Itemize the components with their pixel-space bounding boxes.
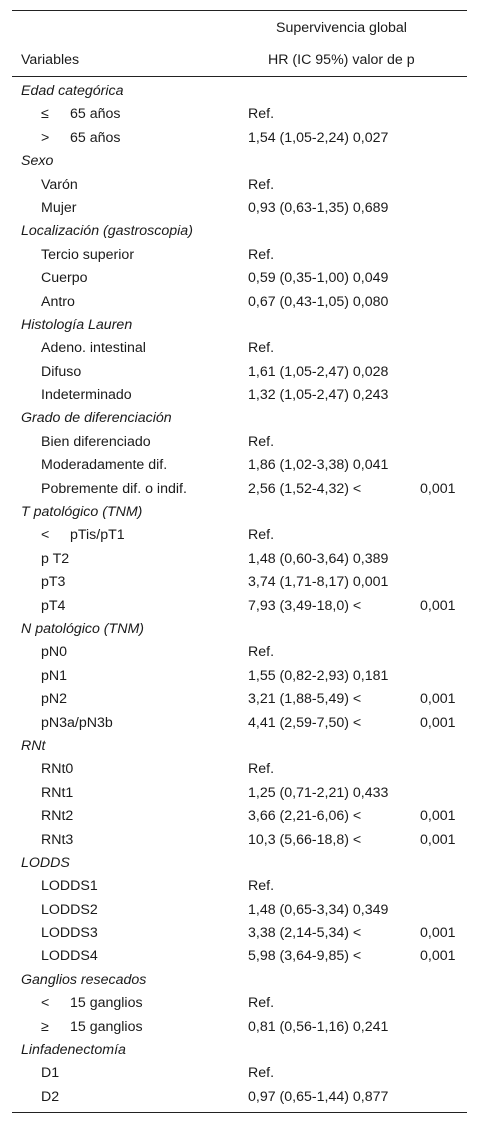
row-label: pN0 — [41, 644, 68, 661]
row-label: D1 — [41, 1065, 60, 1082]
row-label: LODDS3 — [41, 925, 98, 942]
p-value: 0,001 — [420, 948, 456, 965]
table-row — [12, 431, 467, 454]
hr-value: Ref. — [248, 1065, 275, 1082]
hr-header: HR (IC 95%) valor de p — [268, 52, 415, 68]
row-label: RNt3 — [41, 831, 74, 848]
table-row — [12, 127, 467, 150]
section-row — [12, 407, 467, 430]
p-value: 0,001 — [420, 808, 456, 825]
hr-value: 1,86 (1,02-3,38) 0,041 — [248, 457, 389, 474]
hr-value: 1,48 (0,65-3,34) 0,349 — [248, 901, 389, 918]
comparison-symbol: < — [41, 527, 50, 544]
section-row — [12, 735, 467, 758]
row-label: 65 años — [70, 106, 121, 123]
table-body — [12, 77, 467, 1112]
hr-value: Ref. — [248, 995, 275, 1012]
row-label: pN3a/pN3b — [41, 714, 113, 731]
table-header — [12, 11, 467, 77]
table-row — [12, 524, 467, 547]
section-row — [12, 150, 467, 173]
row-label: Tercio superior — [41, 246, 135, 263]
row-label: D2 — [41, 1088, 60, 1105]
section-row — [12, 969, 467, 992]
section-label: N patológico (TNM) — [21, 620, 144, 637]
table-row — [12, 197, 467, 220]
table-row — [12, 571, 467, 594]
hr-value: Ref. — [248, 527, 275, 544]
section-label: Localización (gastroscopia) — [21, 223, 193, 240]
row-label: p T2 — [41, 550, 70, 567]
hr-value: Ref. — [248, 246, 275, 263]
table-row — [12, 478, 467, 501]
row-label: LODDS1 — [41, 878, 98, 895]
table-row — [12, 758, 467, 781]
hr-value: Ref. — [248, 106, 275, 123]
survival-header: Supervivencia global — [276, 20, 407, 36]
table-row — [12, 337, 467, 360]
table-row — [12, 174, 467, 197]
table-row — [12, 899, 467, 922]
row-label: Antro — [41, 293, 75, 310]
table-row — [12, 291, 467, 314]
table-row — [12, 1062, 467, 1085]
row-label: Mujer — [41, 199, 77, 216]
row-label: pN1 — [41, 667, 68, 684]
hr-value: 4,41 (2,59-7,50) < — [248, 714, 362, 731]
hr-value: Ref. — [248, 340, 275, 357]
section-label: RNt — [21, 737, 46, 754]
section-label: Histología Lauren — [21, 316, 133, 333]
table-row — [12, 688, 467, 711]
table-row — [12, 548, 467, 571]
table-row — [12, 922, 467, 945]
row-label: RNt1 — [41, 784, 74, 801]
table-row — [12, 992, 467, 1015]
row-label: Cuerpo — [41, 270, 88, 287]
hr-value: Ref. — [248, 761, 275, 778]
section-label: Edad categórica — [21, 83, 124, 99]
hr-value: 0,67 (0,43-1,05) 0,080 — [248, 293, 389, 310]
hr-value: 0,59 (0,35-1,00) 0,049 — [248, 270, 389, 287]
section-label: Linfadenectomía — [21, 1042, 126, 1059]
table-row — [12, 1086, 467, 1109]
table-row — [12, 945, 467, 968]
hr-value: 0,81 (0,56-1,16) 0,241 — [248, 1018, 389, 1035]
section-row — [12, 501, 467, 524]
p-value: 0,001 — [420, 691, 456, 708]
hr-value: 0,93 (0,63-1,35) 0,689 — [248, 199, 389, 216]
hr-value: 1,54 (1,05-2,24) 0,027 — [248, 129, 389, 146]
table-row — [12, 244, 467, 267]
row-label: Bien diferenciado — [41, 433, 151, 450]
table-row — [12, 875, 467, 898]
row-label: Difuso — [41, 363, 82, 380]
hr-value: Ref. — [248, 878, 275, 895]
table-row — [12, 595, 467, 618]
hr-value: 2,56 (1,52-4,32) < — [248, 480, 362, 497]
table-row — [12, 782, 467, 805]
comparison-symbol: ≥ — [41, 1018, 49, 1035]
row-label: Adeno. intestinal — [41, 340, 146, 357]
section-label: Sexo — [21, 153, 54, 170]
hr-value: Ref. — [248, 176, 275, 193]
hr-value: 10,3 (5,66-18,8) < — [248, 831, 362, 848]
table-row — [12, 103, 467, 126]
p-value: 0,001 — [420, 714, 456, 731]
table-row — [12, 665, 467, 688]
comparison-symbol: > — [41, 129, 50, 146]
row-label: LODDS2 — [41, 901, 98, 918]
comparison-symbol: < — [41, 995, 50, 1012]
hr-value: Ref. — [248, 644, 275, 661]
section-row — [12, 618, 467, 641]
hr-value: 0,97 (0,65-1,44) 0,877 — [248, 1088, 389, 1105]
comparison-symbol: ≤ — [41, 106, 49, 123]
row-label: 15 ganglios — [70, 995, 143, 1012]
hr-value: 1,55 (0,82-2,93) 0,181 — [248, 667, 389, 684]
row-label: pT3 — [41, 574, 66, 591]
table-row — [12, 829, 467, 852]
table-row — [12, 1016, 467, 1039]
p-value: 0,001 — [420, 597, 456, 614]
hr-value: 7,93 (3,49-18,0) < — [248, 597, 362, 614]
p-value: 0,001 — [420, 480, 456, 497]
table-row — [12, 361, 467, 384]
row-label: pT4 — [41, 597, 66, 614]
table-row — [12, 454, 467, 477]
hr-value: 1,25 (0,71-2,21) 0,433 — [248, 784, 389, 801]
section-row — [12, 1039, 467, 1062]
section-row — [12, 80, 467, 103]
hr-value: 3,38 (2,14-5,34) < — [248, 925, 362, 942]
table-row — [12, 805, 467, 828]
p-value: 0,001 — [420, 925, 456, 942]
hr-value: 3,74 (1,71-8,17) 0,001 — [248, 574, 389, 591]
section-label: Ganglios resecados — [21, 971, 147, 988]
row-label: Pobremente dif. o indif. — [41, 480, 187, 497]
hr-value: 1,61 (1,05-2,47) 0,028 — [248, 363, 389, 380]
section-row — [12, 314, 467, 337]
section-row — [12, 220, 467, 243]
table-row — [12, 641, 467, 664]
row-label: RNt0 — [41, 761, 74, 778]
row-label: Moderadamente dif. — [41, 457, 168, 474]
survival-table — [12, 10, 467, 1113]
section-label: T patológico (TNM) — [21, 504, 143, 521]
hr-value: Ref. — [248, 433, 275, 450]
row-label: 15 ganglios — [70, 1018, 143, 1035]
row-label: Indeterminado — [41, 387, 132, 404]
row-label: pTis/pT1 — [70, 527, 125, 544]
hr-value: 5,98 (3,64-9,85) < — [248, 948, 362, 965]
hr-value: 1,48 (0,60-3,64) 0,389 — [248, 550, 389, 567]
row-label: pN2 — [41, 691, 68, 708]
row-label: RNt2 — [41, 808, 74, 825]
section-label: Grado de diferenciación — [21, 410, 172, 427]
table-row — [12, 712, 467, 735]
row-label: LODDS4 — [41, 948, 98, 965]
section-row — [12, 852, 467, 875]
row-label: Varón — [41, 176, 78, 193]
row-label: 65 años — [70, 129, 121, 146]
hr-value: 3,66 (2,21-6,06) < — [248, 808, 362, 825]
hr-value: 3,21 (1,88-5,49) < — [248, 691, 362, 708]
table-row — [12, 267, 467, 290]
p-value: 0,001 — [420, 831, 456, 848]
variables-header: Variables — [21, 52, 80, 68]
section-label: LODDS — [21, 854, 70, 871]
table-row — [12, 384, 467, 407]
hr-value: 1,32 (1,05-2,47) 0,243 — [248, 387, 389, 404]
